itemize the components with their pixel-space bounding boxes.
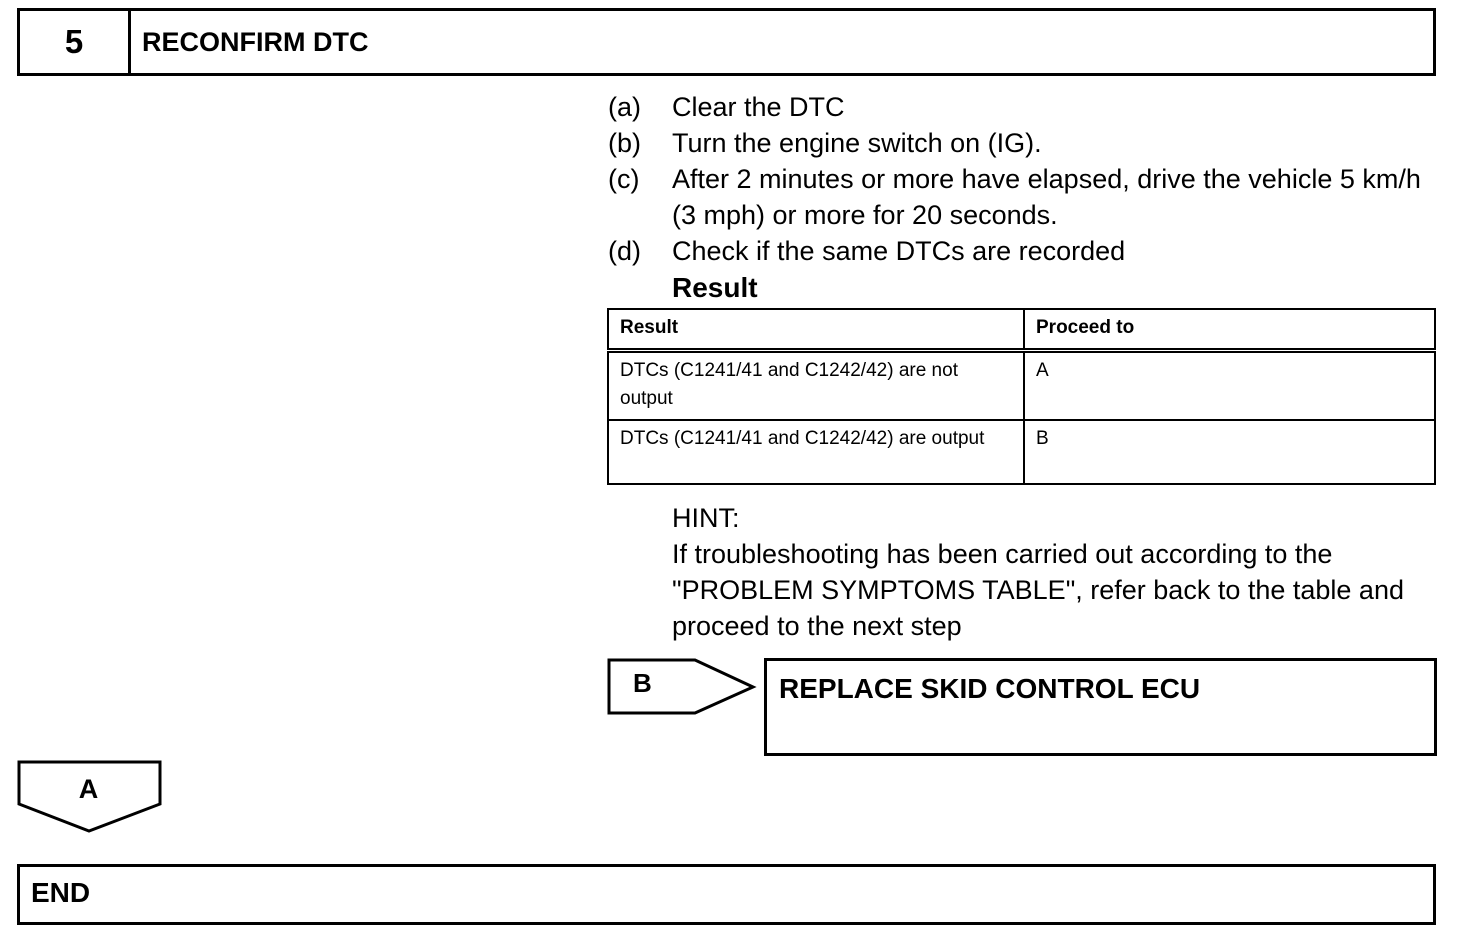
procedure-item-text: After 2 minutes or more have elapsed, drive the vehicle 5 km/h (3 mph) or more for 20 seconds. xyxy=(672,164,1421,230)
end-box xyxy=(17,864,1436,925)
result-table xyxy=(607,308,1436,485)
procedure-list xyxy=(608,89,1438,307)
table-cell-proceed-to: A xyxy=(1024,351,1435,421)
table-row xyxy=(608,351,1435,421)
table-cell-proceed-to: B xyxy=(1024,420,1435,484)
hint-label: HINT: xyxy=(672,503,740,533)
table-cell-result: DTCs (C1241/41 and C1242/42) are not output xyxy=(608,351,1024,421)
result-heading: Result xyxy=(672,272,758,303)
procedure-item-c xyxy=(608,161,1438,233)
procedure-item-label: (a) xyxy=(608,92,641,122)
procedure-item-label: (d) xyxy=(608,236,641,266)
procedure-item-label: (b) xyxy=(608,128,641,158)
table-header-row xyxy=(608,309,1435,351)
procedure-item-text: Check if the same DTCs are recorded xyxy=(672,236,1126,266)
branch-a-arrow[interactable] xyxy=(17,760,163,834)
right-arrow-icon xyxy=(607,658,759,716)
step-number: 5 xyxy=(20,11,131,73)
action-text: REPLACE SKID CONTROL ECU xyxy=(779,673,1201,704)
procedure-item-text: Turn the engine switch on (IG). xyxy=(672,128,1042,158)
branch-b-label: B xyxy=(633,668,652,698)
procedure-item-b xyxy=(608,125,1438,161)
procedure-item-a xyxy=(608,89,1438,125)
procedure-item-label: (c) xyxy=(608,164,640,194)
end-label: END xyxy=(31,877,91,908)
branch-a-label: A xyxy=(78,774,99,804)
step-title: RECONFIRM DTC xyxy=(142,26,369,57)
table-header-result: Result xyxy=(608,309,1024,351)
table-cell-result: DTCs (C1241/41 and C1242/42) are output xyxy=(608,420,1024,484)
procedure-item-text: Clear the DTC xyxy=(672,92,845,122)
action-box[interactable] xyxy=(764,658,1437,756)
table-header-proceed-to: Proceed to xyxy=(1024,309,1435,351)
table-row xyxy=(608,420,1435,484)
hint-text: If troubleshooting has been carried out according to the "PROBLEM SYMPTOMS TABLE", refer back to the table and proceed to the next step xyxy=(672,539,1404,641)
step-header xyxy=(17,8,1436,76)
branch-b-arrow[interactable] xyxy=(607,658,759,716)
hint-block xyxy=(672,500,1442,644)
procedure-item-d xyxy=(608,233,1438,269)
